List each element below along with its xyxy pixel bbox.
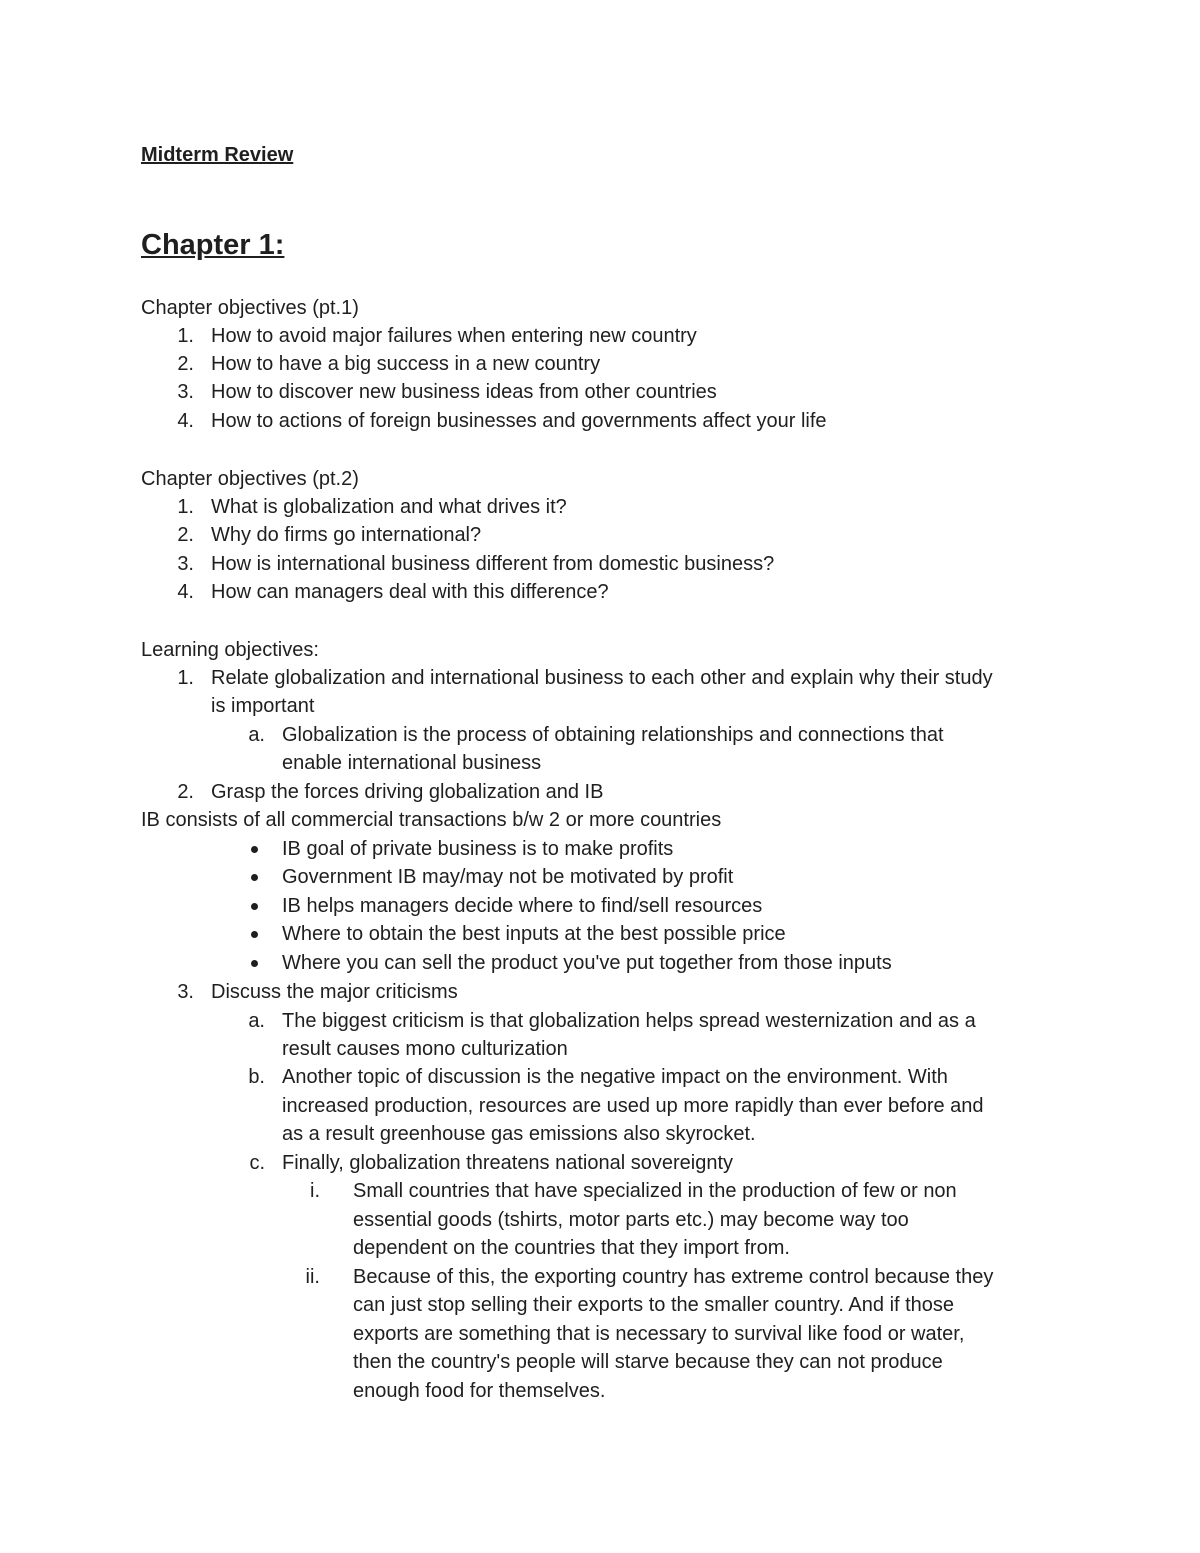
list-number: 2. [177,781,194,803]
list-number: 1. [177,667,194,689]
list-item: Discuss the major criticisms [211,981,458,1003]
list-item: How to discover new business ideas from other countries [211,381,717,403]
sub-list-item: Globalization is the process of obtaining relationships and connections that [282,724,944,746]
roman-list-item-continuation: can just stop selling their exports to the smaller country. And if those [353,1294,955,1316]
bullet-dot [251,846,258,853]
ib-definition: IB consists of all commercial transactions b/w 2 or more countries [141,809,722,831]
roman-list-item-continuation: exports are something that is necessary to survival like food or water, [353,1323,965,1345]
list-number: 3. [177,381,194,403]
list-item: How can managers deal with this difference? [211,581,609,603]
document-title: Midterm Review [141,144,294,166]
sub-list-marker: a. [248,1010,265,1032]
sub-list-marker: b. [248,1066,265,1088]
bullet-dot [251,903,258,910]
roman-list-item-continuation: enough food for themselves. [353,1380,606,1402]
sub-list-marker: c. [249,1152,265,1174]
roman-list-item-continuation: dependent on the countries that they import from. [353,1237,790,1259]
objectives-pt1-heading: Chapter objectives (pt.1) [141,297,359,319]
list-number: 4. [177,410,194,432]
sub-list-marker: a. [248,724,265,746]
bullet-dot [251,874,258,881]
list-item: Relate globalization and international business to each other and explain why their study [211,667,993,689]
roman-list-marker: i. [310,1180,320,1202]
roman-list-item-continuation: essential goods (tshirts, motor parts etc.) may become way too [353,1209,909,1231]
list-number: 1. [177,325,194,347]
list-number: 2. [177,353,194,375]
bullet-dot [251,960,258,967]
list-item: Why do firms go international? [211,524,482,546]
list-item: How is international business different from domestic business? [211,553,775,575]
bullet-item: Government IB may/may not be motivated by profit [282,866,734,888]
roman-list-item: Small countries that have specialized in the production of few or non [353,1180,957,1202]
roman-list-marker: ii. [305,1266,320,1288]
list-number: 1. [177,496,194,518]
learning-objectives-heading: Learning objectives: [141,639,319,661]
sub-list-item: The biggest criticism is that globalization helps spread westernization and as a [282,1010,976,1032]
objectives-pt2-heading: Chapter objectives (pt.2) [141,468,359,490]
bullet-item: IB helps managers decide where to find/sell resources [282,895,763,917]
list-number: 4. [177,581,194,603]
sub-list-item: Finally, globalization threatens national sovereignty [282,1152,734,1174]
chapter-heading: Chapter 1: [141,229,285,261]
bullet-item: Where you can sell the product you've put together from those inputs [282,952,892,974]
list-number: 2. [177,524,194,546]
list-number: 3. [177,553,194,575]
list-item: How to actions of foreign businesses and governments affect your life [211,410,827,432]
list-item: How to have a big success in a new country [211,353,601,375]
sub-list-item-continuation: as a result greenhouse gas emissions also skyrocket. [282,1123,756,1145]
sub-list-item: Another topic of discussion is the negative impact on the environment. With [282,1066,948,1088]
list-item: How to avoid major failures when entering new country [211,325,697,347]
bullet-dot [251,931,258,938]
list-number: 3. [177,981,194,1003]
list-item-continuation: is important [211,695,315,717]
roman-list-item-continuation: then the country's people will starve because they can not produce [353,1351,943,1373]
bullet-item: Where to obtain the best inputs at the best possible price [282,923,786,945]
bullet-item: IB goal of private business is to make profits [282,838,674,860]
sub-list-item-continuation: enable international business [282,752,542,774]
sub-list-item-continuation: increased production, resources are used up more rapidly than ever before and [282,1095,984,1117]
roman-list-item: Because of this, the exporting country has extreme control because they [353,1266,994,1288]
list-item: Grasp the forces driving globalization and IB [211,781,604,803]
sub-list-item-continuation: result causes mono culturization [282,1038,568,1060]
list-item: What is globalization and what drives it? [211,496,567,518]
